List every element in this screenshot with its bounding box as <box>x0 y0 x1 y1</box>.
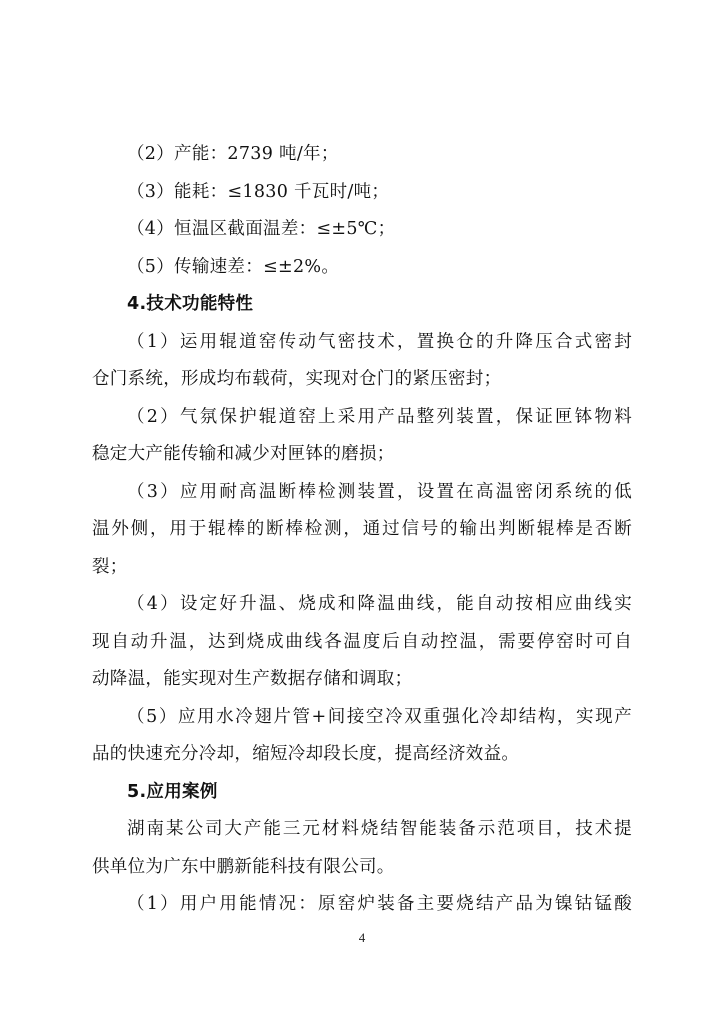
paragraph-line: （5）应用水冷翅片管+间接空冷双重强化冷却结构，实现产 <box>127 706 632 727</box>
paragraph-line: 品的快速充分冷却，缩短冷却段长度，提高经济效益。 <box>92 744 520 764</box>
document-body <box>92 136 632 924</box>
paragraph-line: 稳定大产能传输和减少对匣钵的磨损； <box>92 444 395 464</box>
paragraph-line: 仓门系统，形成均布载荷，实现对仓门的紧压密封； <box>92 369 502 389</box>
paragraph-line: 供单位为广东中鹏新能科技有限公司。 <box>92 856 395 877</box>
paragraph-line: （1）运用辊道窑传动气密技术，置换仓的升降压合式密封 <box>127 331 632 352</box>
paragraph-line: （1）用户用能情况：原窑炉装备主要烧结产品为镍钴锰酸 <box>127 894 632 914</box>
paragraph-line: （4）设定好升温、烧成和降温曲线，能自动按相应曲线实 <box>127 594 632 614</box>
spec-temperature-difference: （4）恒温区截面温差：≤±5℃； <box>127 219 396 239</box>
page-number: 4 <box>358 930 366 945</box>
section-heading-features: 4.技术功能特性 <box>127 294 254 314</box>
paragraph-line: 温外侧，用于辊棒的断棒检测，通过信号的输出判断辊棒是否断 <box>92 519 632 539</box>
paragraph-line: （2）气氛保护辊道窑上采用产品整列装置，保证匣钵物料 <box>127 406 632 427</box>
spec-capacity: （2）产能：2739 吨/年； <box>127 144 339 164</box>
paragraph-line: 动降温，能实现对生产数据存储和调取； <box>92 669 413 689</box>
paragraph-line: 裂； <box>92 556 128 577</box>
section-heading-case: 5.应用案例 <box>127 781 218 802</box>
spec-energy-consumption: （3）能耗：≤1830 千瓦时/吨； <box>127 181 390 202</box>
paragraph-line: 现自动升温，达到烧成曲线各温度后自动控温，需要停窑时可自 <box>92 631 632 652</box>
paragraph-line: （3）应用耐高温断棒检测装置，设置在高温密闭系统的低 <box>127 481 632 502</box>
paragraph-line: 湖南某公司大产能三元材料烧结智能装备示范项目，技术提 <box>127 819 632 839</box>
spec-transmission-speed-difference: （5）传输速差：≤±2%。 <box>127 256 340 277</box>
